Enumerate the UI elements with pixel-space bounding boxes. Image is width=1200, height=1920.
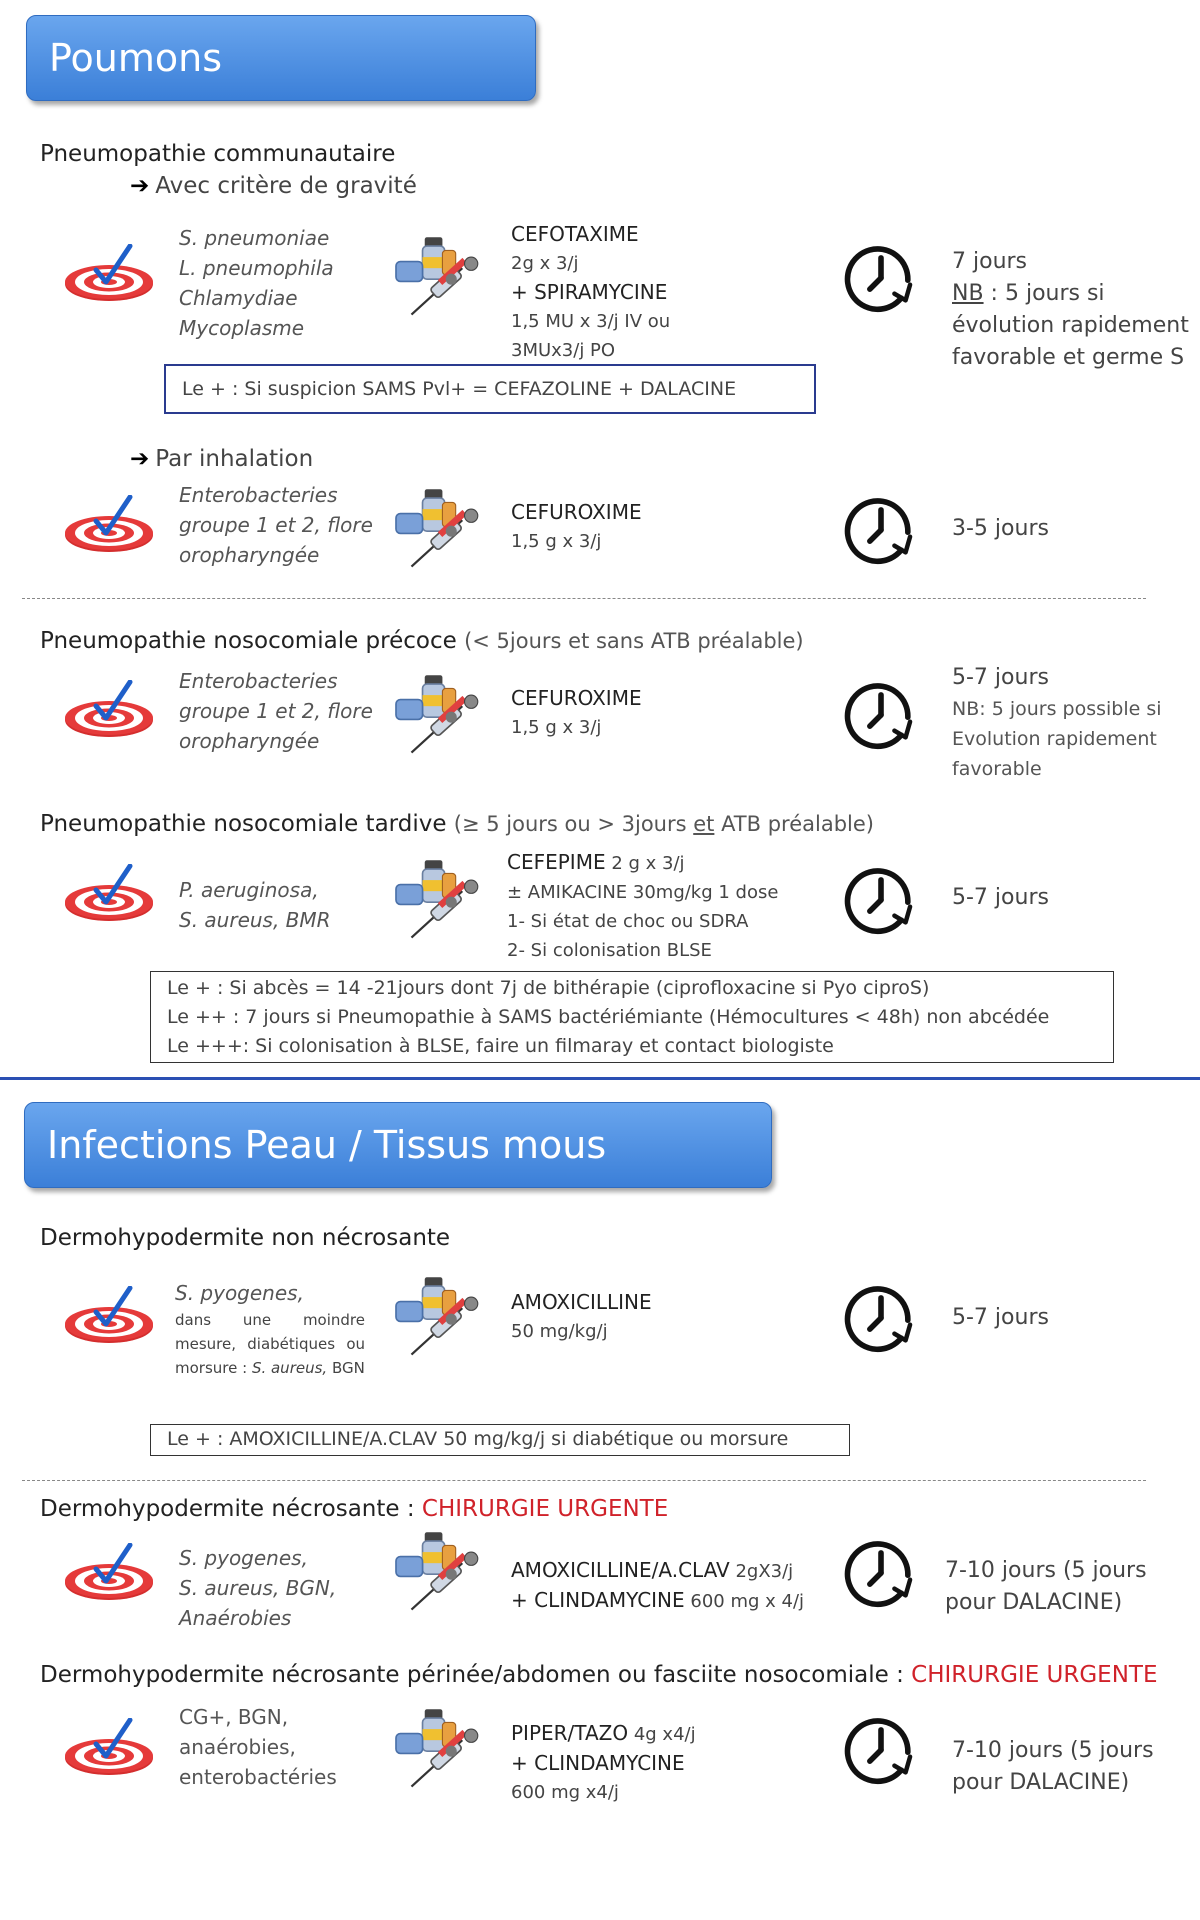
pnt-germs bbox=[179, 875, 331, 935]
drug-dose: 600 mg x 4/j bbox=[684, 1591, 805, 1612]
duration-main: 7-10 jours bbox=[952, 1738, 1063, 1763]
duration-note: (5 jours bbox=[1055, 1558, 1147, 1583]
dhn-title bbox=[40, 1496, 668, 1522]
germ: S. pyogenes, bbox=[179, 1546, 308, 1570]
nb-text: évolution rapidement bbox=[952, 313, 1189, 338]
clock-icon bbox=[843, 1712, 919, 1788]
germ: groupe 1 et 2, flore bbox=[179, 699, 373, 723]
pnp-duration bbox=[952, 662, 1162, 784]
pc-inhalation-drug bbox=[511, 498, 642, 556]
germ: oropharyngée bbox=[179, 729, 320, 753]
dhnp-title-text: Dermohypodermite nécrosante périnée/abdomen ou fasciite nosocomiale : bbox=[40, 1662, 912, 1688]
pc-gravite-label bbox=[130, 173, 417, 199]
germ: Anaérobies bbox=[179, 1606, 292, 1630]
dhn-duration bbox=[945, 1555, 1147, 1619]
medication-icon bbox=[388, 673, 488, 757]
drug-dose: ± AMIKACINE 30mg/kg 1 dose bbox=[507, 882, 779, 903]
germ: S. pneumoniae bbox=[179, 226, 330, 250]
dhnp-drug bbox=[511, 1719, 696, 1807]
drug-name: AMOXICILLINE bbox=[511, 1290, 652, 1314]
drug-name: CEFOTAXIME bbox=[511, 222, 639, 246]
drug-dose: 600 mg x4/j bbox=[511, 1782, 619, 1803]
target-icon bbox=[64, 244, 156, 310]
drug-dose: 1,5 MU x 3/j IV ou bbox=[511, 311, 671, 332]
drug-name: CEFEPIME bbox=[507, 850, 606, 874]
germ: L. pneumophila bbox=[179, 256, 334, 280]
pc-gravite-germs bbox=[179, 223, 334, 343]
dhnn-note-box: Le + : AMOXICILLINE/A.CLAV 50 mg/kg/j si diabétique ou morsure bbox=[150, 1424, 850, 1456]
pnt-subtitle: ATB préalable) bbox=[714, 812, 874, 836]
dhn-title-text: Dermohypodermite nécrosante bbox=[40, 1496, 400, 1522]
dhnn-germs bbox=[175, 1278, 365, 1380]
drug-dose: 50 mg/kg/j bbox=[511, 1321, 608, 1342]
note-line: Le ++ : 7 jours si Pneumopathie à SAMS bactériémiante (Hémocultures < 48h) non abcédée bbox=[167, 1006, 1050, 1028]
nb-text: favorable bbox=[952, 758, 1042, 780]
section-title: Poumons bbox=[49, 36, 223, 80]
germ: S. aureus, bbox=[251, 1359, 328, 1377]
drug-name: + CLINDAMYCINE bbox=[511, 1588, 685, 1612]
section-banner-poumons bbox=[26, 15, 536, 101]
germ: CG+, BGN, bbox=[179, 1705, 289, 1729]
title-separator: : bbox=[399, 1496, 422, 1522]
clock-icon bbox=[843, 240, 919, 316]
germ: P. aeruginosa, bbox=[179, 878, 319, 902]
drug-dose: 2- Si colonisation BLSE bbox=[507, 940, 712, 961]
nb-text: Evolution rapidement bbox=[952, 728, 1157, 750]
section-title: Infections Peau / Tissus mous bbox=[47, 1123, 607, 1167]
drug-name: + CLINDAMYCINE bbox=[511, 1751, 685, 1775]
pnt-drug bbox=[507, 848, 778, 965]
urgent-label: CHIRURGIE URGENTE bbox=[911, 1662, 1158, 1688]
clock-icon bbox=[843, 1535, 919, 1611]
medication-icon bbox=[388, 1275, 488, 1359]
target-icon bbox=[64, 1718, 156, 1784]
medication-icon bbox=[388, 858, 488, 942]
clock-icon bbox=[843, 492, 919, 568]
duration-note: (5 jours bbox=[1062, 1738, 1154, 1763]
nb-text: : 5 jours si bbox=[983, 281, 1105, 306]
germ: anaérobies, bbox=[179, 1735, 296, 1759]
urgent-label: CHIRURGIE URGENTE bbox=[421, 1496, 669, 1522]
target-icon bbox=[64, 1543, 156, 1609]
dhnn-drug bbox=[511, 1288, 652, 1346]
duration-main: 5-7 jours bbox=[952, 885, 1049, 910]
germ: Chlamydiae bbox=[179, 286, 298, 310]
clock-icon bbox=[843, 1280, 919, 1356]
pc-gravite-duration bbox=[952, 246, 1189, 374]
medication-icon bbox=[388, 487, 488, 571]
germ: S. pyogenes, bbox=[175, 1281, 304, 1305]
drug-dose: 1,5 g x 3/j bbox=[511, 717, 602, 738]
germ: Enterobacteries bbox=[179, 669, 338, 693]
pc-gravite-drug bbox=[511, 220, 670, 365]
drug-dose: 1- Si état de choc ou SDRA bbox=[507, 911, 749, 932]
dhn-germs bbox=[179, 1543, 336, 1633]
germ: enterobactéries bbox=[179, 1765, 337, 1789]
duration-main: 5-7 jours bbox=[952, 665, 1049, 690]
arrow-right-icon: ➔ bbox=[130, 173, 150, 199]
section-divider bbox=[0, 1077, 1200, 1080]
pnt-title-text: Pneumopathie nosocomiale tardive bbox=[40, 811, 447, 837]
nb-text: favorable et germe S bbox=[952, 345, 1185, 370]
duration-note: pour DALACINE) bbox=[945, 1590, 1123, 1615]
drug-dose: 2 g x 3/j bbox=[605, 853, 685, 874]
medication-icon bbox=[388, 1530, 488, 1614]
clock-icon bbox=[843, 862, 919, 938]
germ: Mycoplasme bbox=[179, 316, 305, 340]
dhn-drug bbox=[511, 1556, 804, 1616]
pnt-note-box bbox=[150, 971, 1114, 1063]
arrow-right-icon: ➔ bbox=[130, 446, 150, 472]
germ: Enterobacteries bbox=[179, 483, 338, 507]
pnt-subtitle-et: et bbox=[693, 812, 715, 836]
dhnp-germs bbox=[179, 1702, 337, 1792]
pc-inhalation-label bbox=[130, 446, 313, 472]
pc-title: Pneumopathie communautaire bbox=[40, 141, 396, 167]
pnt-title bbox=[40, 811, 874, 837]
drug-name: CEFUROXIME bbox=[511, 500, 642, 524]
germ: oropharyngée bbox=[179, 543, 320, 567]
nb-label: NB bbox=[952, 281, 984, 306]
drug-name: + SPIRAMYCINE bbox=[511, 280, 668, 304]
pc-gravite-note-box: Le + : Si suspicion SAMS Pvl+ = CEFAZOLINE + DALACINE bbox=[164, 364, 816, 414]
drug-dose: 3MUx3/j PO bbox=[511, 340, 616, 361]
germ: BGN bbox=[327, 1359, 365, 1377]
duration-main: 5-7 jours bbox=[952, 1305, 1049, 1330]
drug-name: AMOXICILLINE/A.CLAV bbox=[511, 1558, 730, 1582]
pnt-subtitle: (≥ 5 jours ou > 3jours bbox=[453, 812, 694, 836]
drug-name: PIPER/TAZO bbox=[511, 1721, 629, 1745]
medication-icon bbox=[388, 235, 488, 319]
medication-icon bbox=[388, 1707, 488, 1791]
germ: groupe 1 et 2, flore bbox=[179, 513, 373, 537]
pnt-duration bbox=[952, 882, 1049, 914]
inhalation-text: Par inhalation bbox=[155, 446, 314, 472]
pnp-title bbox=[40, 628, 804, 654]
duration-main: 7 jours bbox=[952, 249, 1028, 274]
target-icon bbox=[64, 680, 156, 746]
gravite-text: Avec critère de gravité bbox=[155, 173, 417, 199]
clock-icon bbox=[843, 677, 919, 753]
pnp-germs bbox=[179, 666, 373, 756]
section-banner-peau bbox=[24, 1102, 772, 1188]
germ: S. aureus, BGN, bbox=[179, 1576, 337, 1600]
drug-dose: 1,5 g x 3/j bbox=[511, 531, 602, 552]
dhnn-duration bbox=[952, 1302, 1049, 1334]
duration-main: 3-5 jours bbox=[952, 516, 1049, 541]
drug-dose: 4g x4/j bbox=[628, 1724, 696, 1745]
target-icon bbox=[64, 864, 156, 930]
drug-name: CEFUROXIME bbox=[511, 686, 642, 710]
duration-main: 7-10 jours bbox=[945, 1558, 1056, 1583]
nb-text: NB: 5 jours possible si bbox=[952, 698, 1162, 720]
pnp-subtitle: (< 5jours et sans ATB préalable) bbox=[464, 629, 804, 653]
target-icon bbox=[64, 1286, 156, 1352]
germ: S. aureus, BMR bbox=[179, 908, 331, 932]
pnp-drug bbox=[511, 684, 642, 742]
drug-dose: 2g x 3/j bbox=[511, 253, 579, 274]
target-icon bbox=[64, 495, 156, 561]
pc-inhalation-duration bbox=[952, 513, 1049, 545]
germ-note: dans une moindre mesure, diabétiques ou morsure : bbox=[175, 1311, 365, 1377]
dhnp-title bbox=[40, 1662, 1158, 1688]
pc-inhalation-germs bbox=[179, 480, 373, 570]
note-line: Le +++: Si colonisation à BLSE, faire un filmaray et contact biologiste bbox=[167, 1035, 834, 1057]
note-line: Le + : Si abcès = 14 -21jours dont 7j de bithérapie (ciprofloxacine si Pyo ciproS) bbox=[167, 977, 930, 999]
drug-dose: 2gX3/j bbox=[729, 1561, 794, 1582]
section-separator bbox=[22, 598, 1146, 599]
duration-note: pour DALACINE) bbox=[952, 1770, 1130, 1795]
section-separator bbox=[22, 1480, 1146, 1481]
pnp-title-text: Pneumopathie nosocomiale précoce bbox=[40, 628, 457, 654]
dhnp-duration bbox=[952, 1735, 1154, 1799]
dhnn-title: Dermohypodermite non nécrosante bbox=[40, 1225, 451, 1251]
